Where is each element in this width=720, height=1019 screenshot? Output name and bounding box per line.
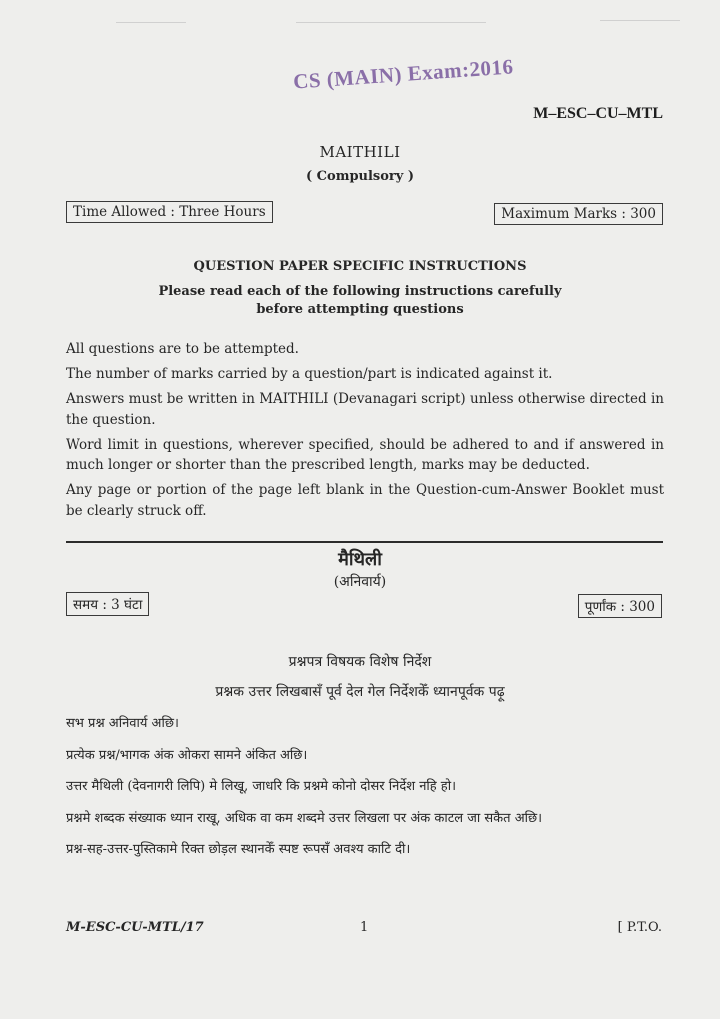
scan-mark [296,22,486,23]
pto-label: [ P.T.O. [617,920,662,935]
scan-mark [116,22,186,23]
subject-title: MAITHILI [319,143,401,161]
footer-code: M-ESC-CU-MTL/17 [66,920,204,935]
exam-stamp: CS (MAIN) Exam:2016 [292,54,515,94]
hindi-instructions-subtitle: प्रश्नक उत्तर लिखबासँ पूर्व देल गेल निर्देशकेँ ध्यानपूर्वक पढ़ू [215,684,505,700]
scan-mark [600,20,680,21]
instructions-title: QUESTION PAPER SPECIFIC INSTRUCTIONS [193,259,527,274]
instruction-item: Any page or portion of the page left blank in the Question-cum-Answer Booklet must be clearly struck off. [66,482,664,519]
instructions-subtitle [0,283,720,319]
instructions-list [66,339,664,526]
instructions-subtitle-line-1: Please read each of the following instructions carefully [158,284,562,299]
hindi-subject-title: मैथिली [338,549,382,570]
hindi-compulsory-label: (अनिवार्य) [333,574,387,590]
paper-code: M–ESC–CU–MTL [533,105,663,122]
hindi-instruction-item: सभ प्रश्न अनिवार्य अछि। [66,716,179,731]
section-divider [66,541,663,543]
time-allowed-box: Time Allowed : Three Hours [66,201,273,223]
hindi-instructions-list [66,708,666,866]
compulsory-label: ( Compulsory ) [306,169,414,184]
instruction-item: All questions are to be attempted. [66,341,299,357]
hindi-instruction-item: उत्तर मैथिली (देवनागरी लिपि) मे लिखू, जाधरि कि प्रश्नमे कोनो दोसर निर्देश नहि हो। [66,779,457,794]
maximum-marks-box: Maximum Marks : 300 [494,203,663,225]
page-number: 1 [360,920,369,935]
instruction-item: Word limit in questions, wherever specified, should be adhered to and if answered in much longer or shorter than the prescribed length, marks may be deducted. [66,436,664,473]
hindi-instructions-title: प्रश्नपत्र विषयक विशेष निर्देश [288,654,432,670]
instruction-item: Answers must be written in MAITHILI (Devanagari script) unless otherwise directed in the question. [66,391,664,428]
hindi-marks-box: पूर्णांक : 300 [578,594,662,618]
hindi-instruction-item: प्रश्न-सह-उत्तर-पुस्तिकामे रिक्त छोड़ल स्थानकेँ स्पष्ट रूपसँ अवश्य काटि दी। [66,842,411,857]
instruction-item: The number of marks carried by a question/part is indicated against it. [66,366,553,382]
instructions-subtitle-line-2: before attempting questions [256,302,464,317]
hindi-instruction-item: प्रश्नमे शब्दक संख्याक ध्यान राखू, अधिक वा कम शब्दमे उत्तर लिखला पर अंक काटल जा सकैत अछि। [66,810,543,826]
hindi-instruction-item: प्रत्येक प्रश्न/भागक अंक ओकरा सामने अंकित अछि। [66,747,308,763]
hindi-time-box: समय : 3 घंटा [66,592,149,616]
